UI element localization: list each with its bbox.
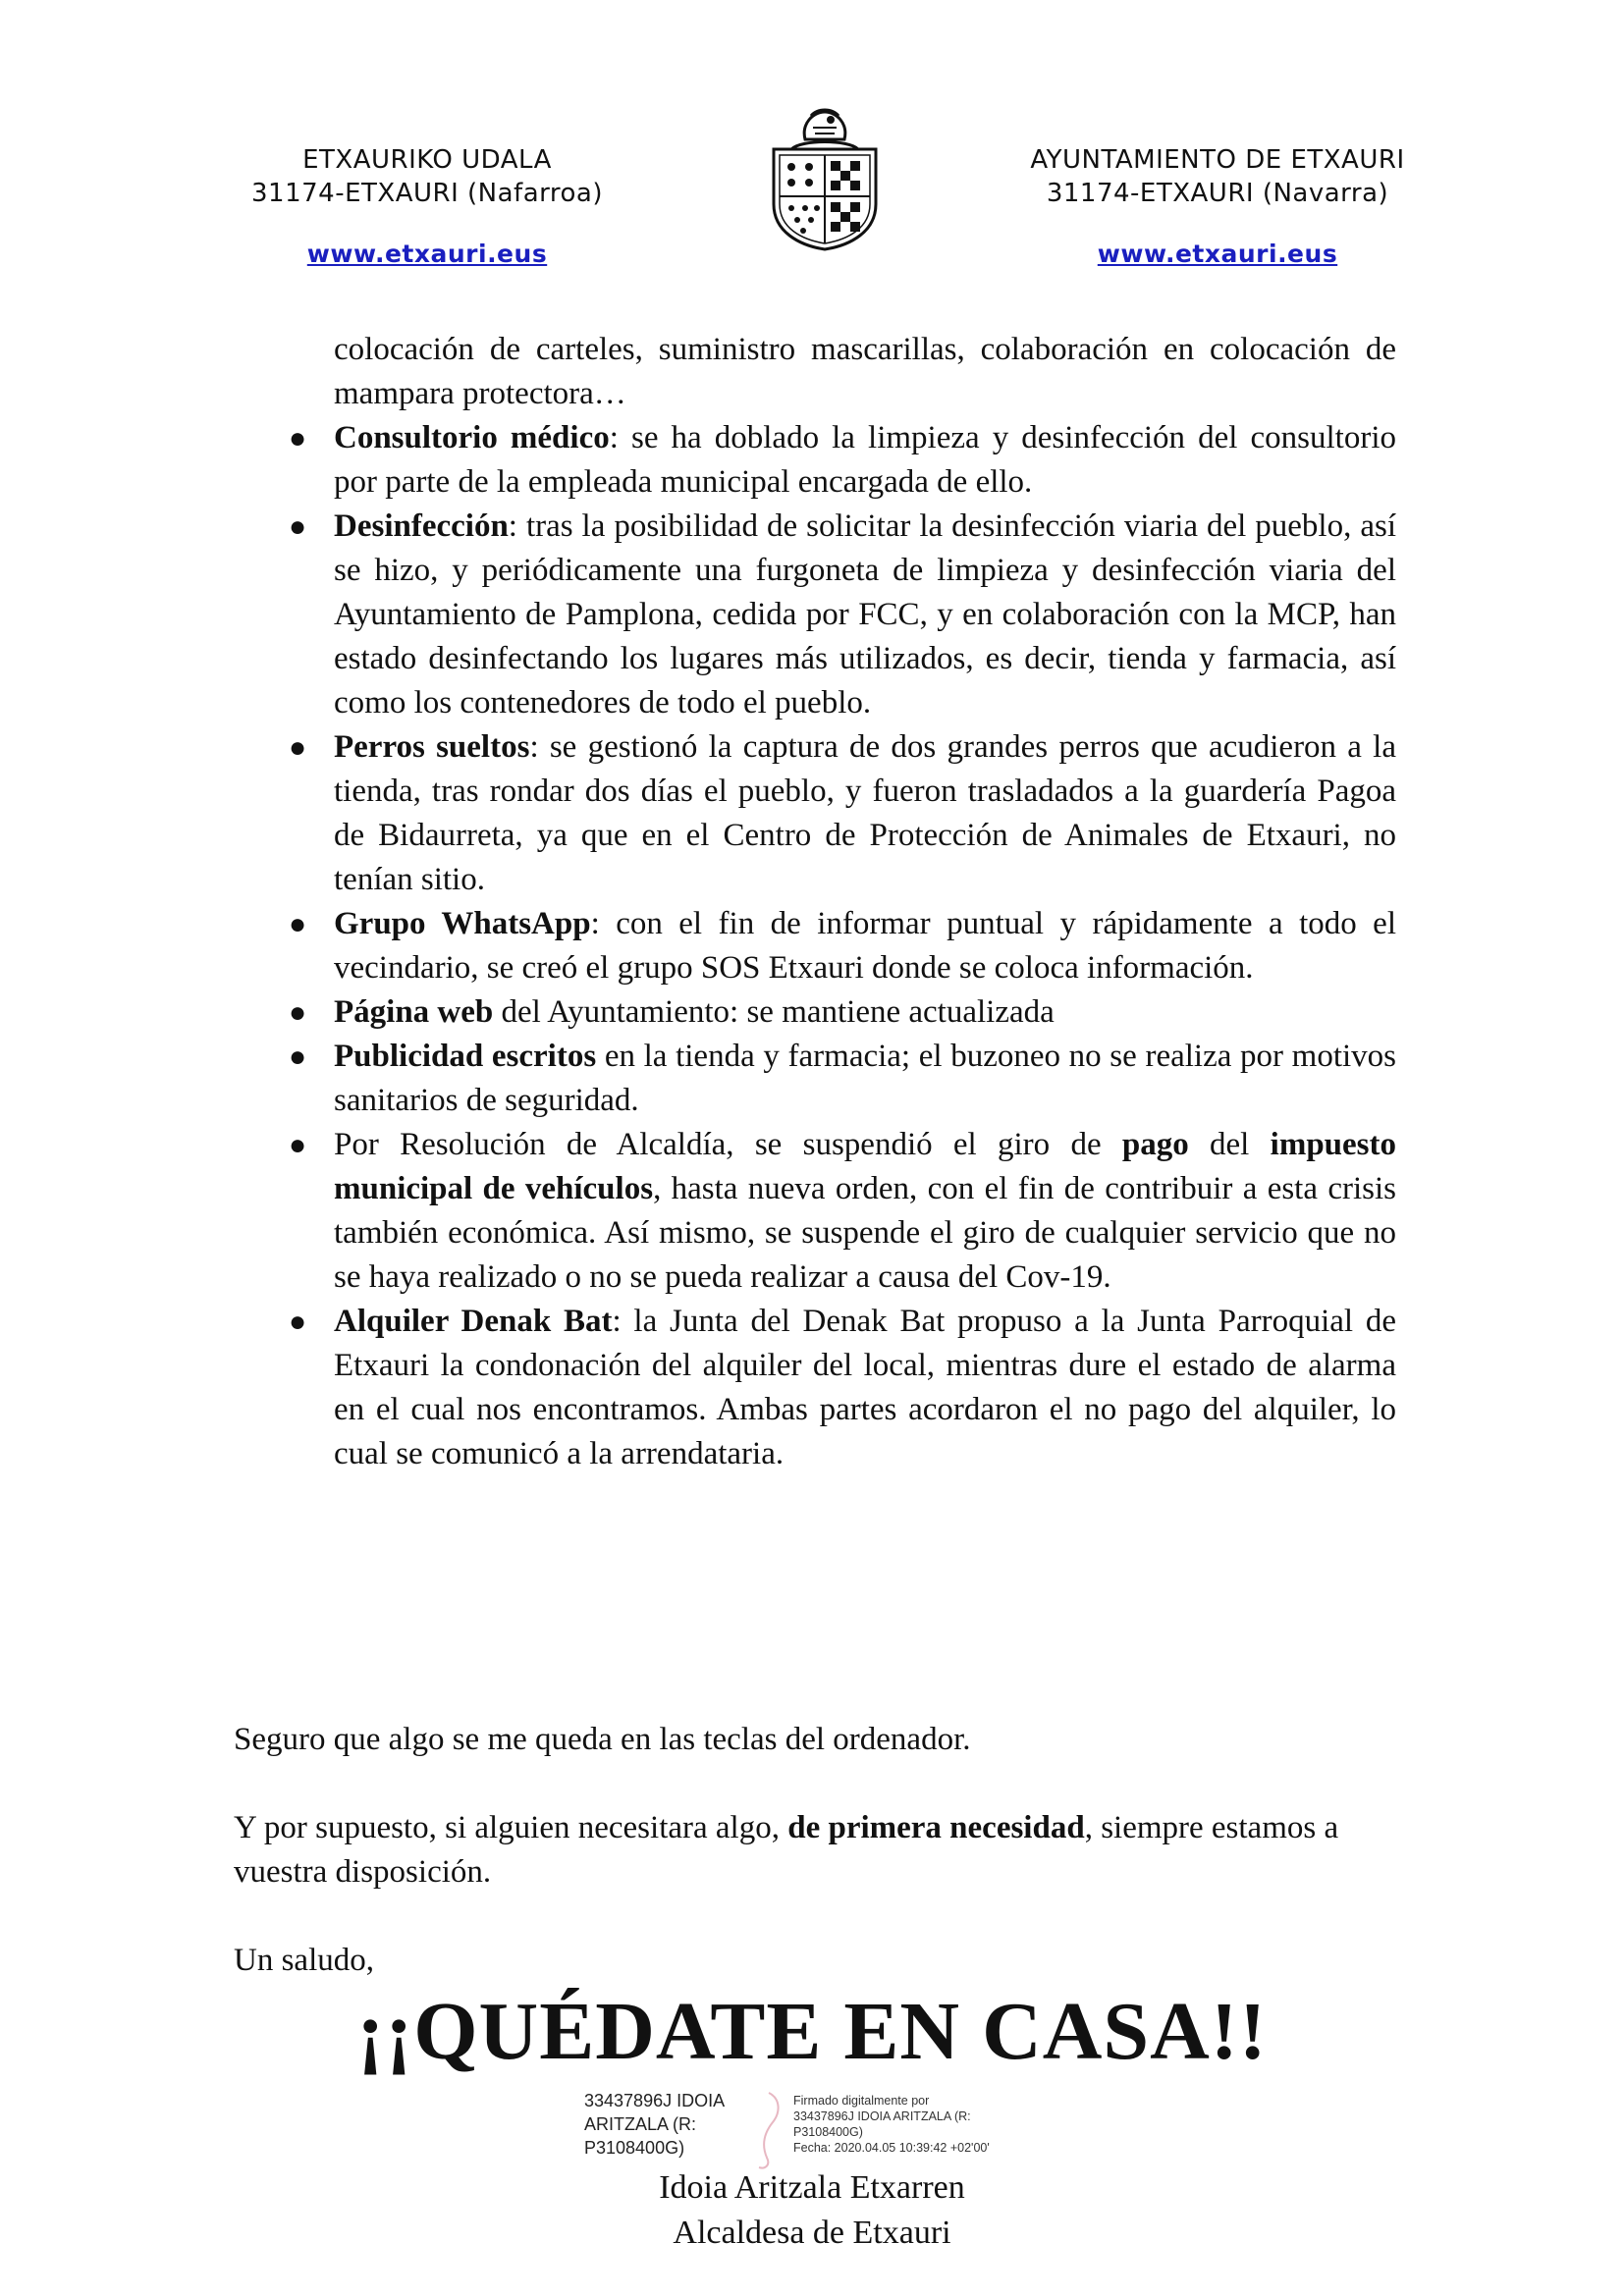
item-heading: Alquiler Denak Bat — [334, 1304, 613, 1339]
item-heading: Desinfección — [334, 508, 509, 544]
signature-mark-icon — [751, 2089, 790, 2171]
bullet-icon: ● — [289, 1129, 307, 1161]
bullet-icon: ● — [289, 1041, 307, 1073]
bullet-icon: ● — [289, 1306, 307, 1338]
item-text: : tras la posibilidad de solicitar la desinfección viaria del pueblo, así se hizo, y periódicamente una furgoneta de limpieza y desinfección viaria del Ayuntamiento de Pamplona, cedida por FCC, y en colaboración con la MCP, han estado desinfectando los lugares más utilizados, es decir, tienda y farmacia, así como los contenedores de todo el pueblo. — [334, 508, 1396, 721]
item-text: : se ha doblado la limpieza y desinfección del consultorio por parte de la empleada municipal encargada de ello. — [334, 420, 1396, 500]
letterhead-left — [152, 143, 702, 271]
item-heading: Perros sueltos — [334, 729, 530, 765]
letterhead-left-address: 31174-ETXAURI (Nafarroa) — [251, 179, 603, 208]
bullet-icon: ● — [289, 510, 307, 543]
list-item — [277, 1035, 1396, 1123]
signature-detail-line: P3108400G) — [793, 2125, 863, 2139]
closing-emphasis: de primera necesidad — [787, 1810, 1085, 1845]
item-text: del — [1188, 1127, 1271, 1162]
bullet-icon: ● — [289, 908, 307, 940]
item-text: en la tienda y farmacia; el buzoneo no se realiza por motivos sanitarios de seguridad. — [334, 1039, 1397, 1118]
list-item — [277, 725, 1396, 902]
list-item-continuation — [277, 328, 1396, 416]
closing-paragraph-2 — [234, 1806, 1402, 1895]
item-heading: pago — [1121, 1127, 1189, 1162]
closing-text: , siempre estamos a vuestra disposición. — [234, 1810, 1339, 1890]
item-text: Por Resolución de Alcaldía, se suspendió el giro de — [334, 1127, 1122, 1162]
letterhead-left-name: ETXAURIKO UDALA — [302, 145, 552, 175]
item-text: del Ayuntamiento: se mantiene actualizada — [493, 994, 1055, 1030]
bullet-icon: ● — [289, 996, 307, 1029]
item-text: , hasta nueva orden, con el fin de contribuir a esta crisis también económica. Así mismo, se suspende el giro de cualquier servicio que no se haya realizado o no se pueda realizar a causa del Cov-19. — [334, 1171, 1396, 1295]
slogan: ¡¡QUÉDATE EN CASA!! — [356, 1986, 1268, 2077]
coat-of-arms-icon — [762, 106, 888, 251]
list-item — [277, 990, 1396, 1035]
closing-text: Y por supuesto, si alguien necesitara algo, — [234, 1810, 788, 1845]
signer-name: Idoia Aritzala Etxarren — [659, 2169, 965, 2206]
item-heading: Publicidad escritos — [334, 1039, 597, 1074]
letterhead-left-link[interactable]: www.etxauri.eus — [306, 240, 548, 268]
item-text: : con el fin de informar puntual y rápidamente a todo el vecindario, se creó el grupo SOS Etxauri donde se coloca información. — [334, 906, 1396, 986]
signature-line: ARITZALA (R: — [584, 2114, 697, 2134]
signature-line: P3108400G) — [584, 2138, 685, 2158]
list-item — [277, 505, 1396, 725]
list-item — [277, 1300, 1396, 1476]
greeting: Un saludo, — [234, 1943, 374, 1978]
letterhead-right-link[interactable]: www.etxauri.eus — [1097, 240, 1338, 268]
bullet-icon: ● — [289, 422, 307, 454]
continuation-text: colocación de carteles, suministro mascarillas, colaboración en colocación de mampara protectora… — [334, 332, 1396, 411]
measures-list — [277, 328, 1396, 1476]
letterhead-right-address: 31174-ETXAURI (Navarra) — [1046, 179, 1389, 208]
letterhead-right-name: AYUNTAMIENTO DE ETXAURI — [1030, 145, 1405, 175]
bullet-icon: ● — [289, 731, 307, 764]
item-heading: Grupo WhatsApp — [334, 906, 591, 941]
item-heading: Página web — [334, 994, 494, 1030]
digital-signature-name — [584, 2089, 771, 2160]
closing-paragraph-1: Seguro que algo se me queda en las teclas del ordenador. — [234, 1722, 971, 1757]
item-heading: Consultorio médico — [334, 420, 610, 455]
item-text: : se gestionó la captura de dos grandes perros que acudieron a la tienda, tras rondar dos días el pueblo, y fueron trasladados a la guardería Pagoa de Bidaurreta, ya que en el Centro de Protección de Animales de Etxauri, no tenían sitio. — [334, 729, 1396, 897]
signature-detail-line: Fecha: 2020.04.05 10:39:42 +02'00' — [793, 2141, 990, 2155]
signer-title: Alcaldesa de Etxauri — [673, 2215, 951, 2251]
list-item — [277, 416, 1396, 505]
signature-detail-line: 33437896J IDOIA ARITZALA (R: — [793, 2109, 971, 2123]
letterhead-right — [943, 143, 1492, 271]
item-heading: impuesto municipal de vehículos — [334, 1127, 1396, 1206]
signature-line: 33437896J IDOIA — [584, 2091, 726, 2110]
list-item — [277, 1123, 1396, 1300]
item-text: : la Junta del Denak Bat propuso a la Junta Parroquial de Etxauri la condonación del alquiler del local, mientras dure el estado de alarma en el cual nos encontramos. Ambas partes acordaron el no pago del alquiler, lo cual se comunicó a la arrendataria. — [334, 1304, 1396, 1471]
digital-signature-details — [793, 2093, 1019, 2156]
signature-detail-line: Firmado digitalmente por — [793, 2094, 930, 2108]
list-item — [277, 902, 1396, 990]
